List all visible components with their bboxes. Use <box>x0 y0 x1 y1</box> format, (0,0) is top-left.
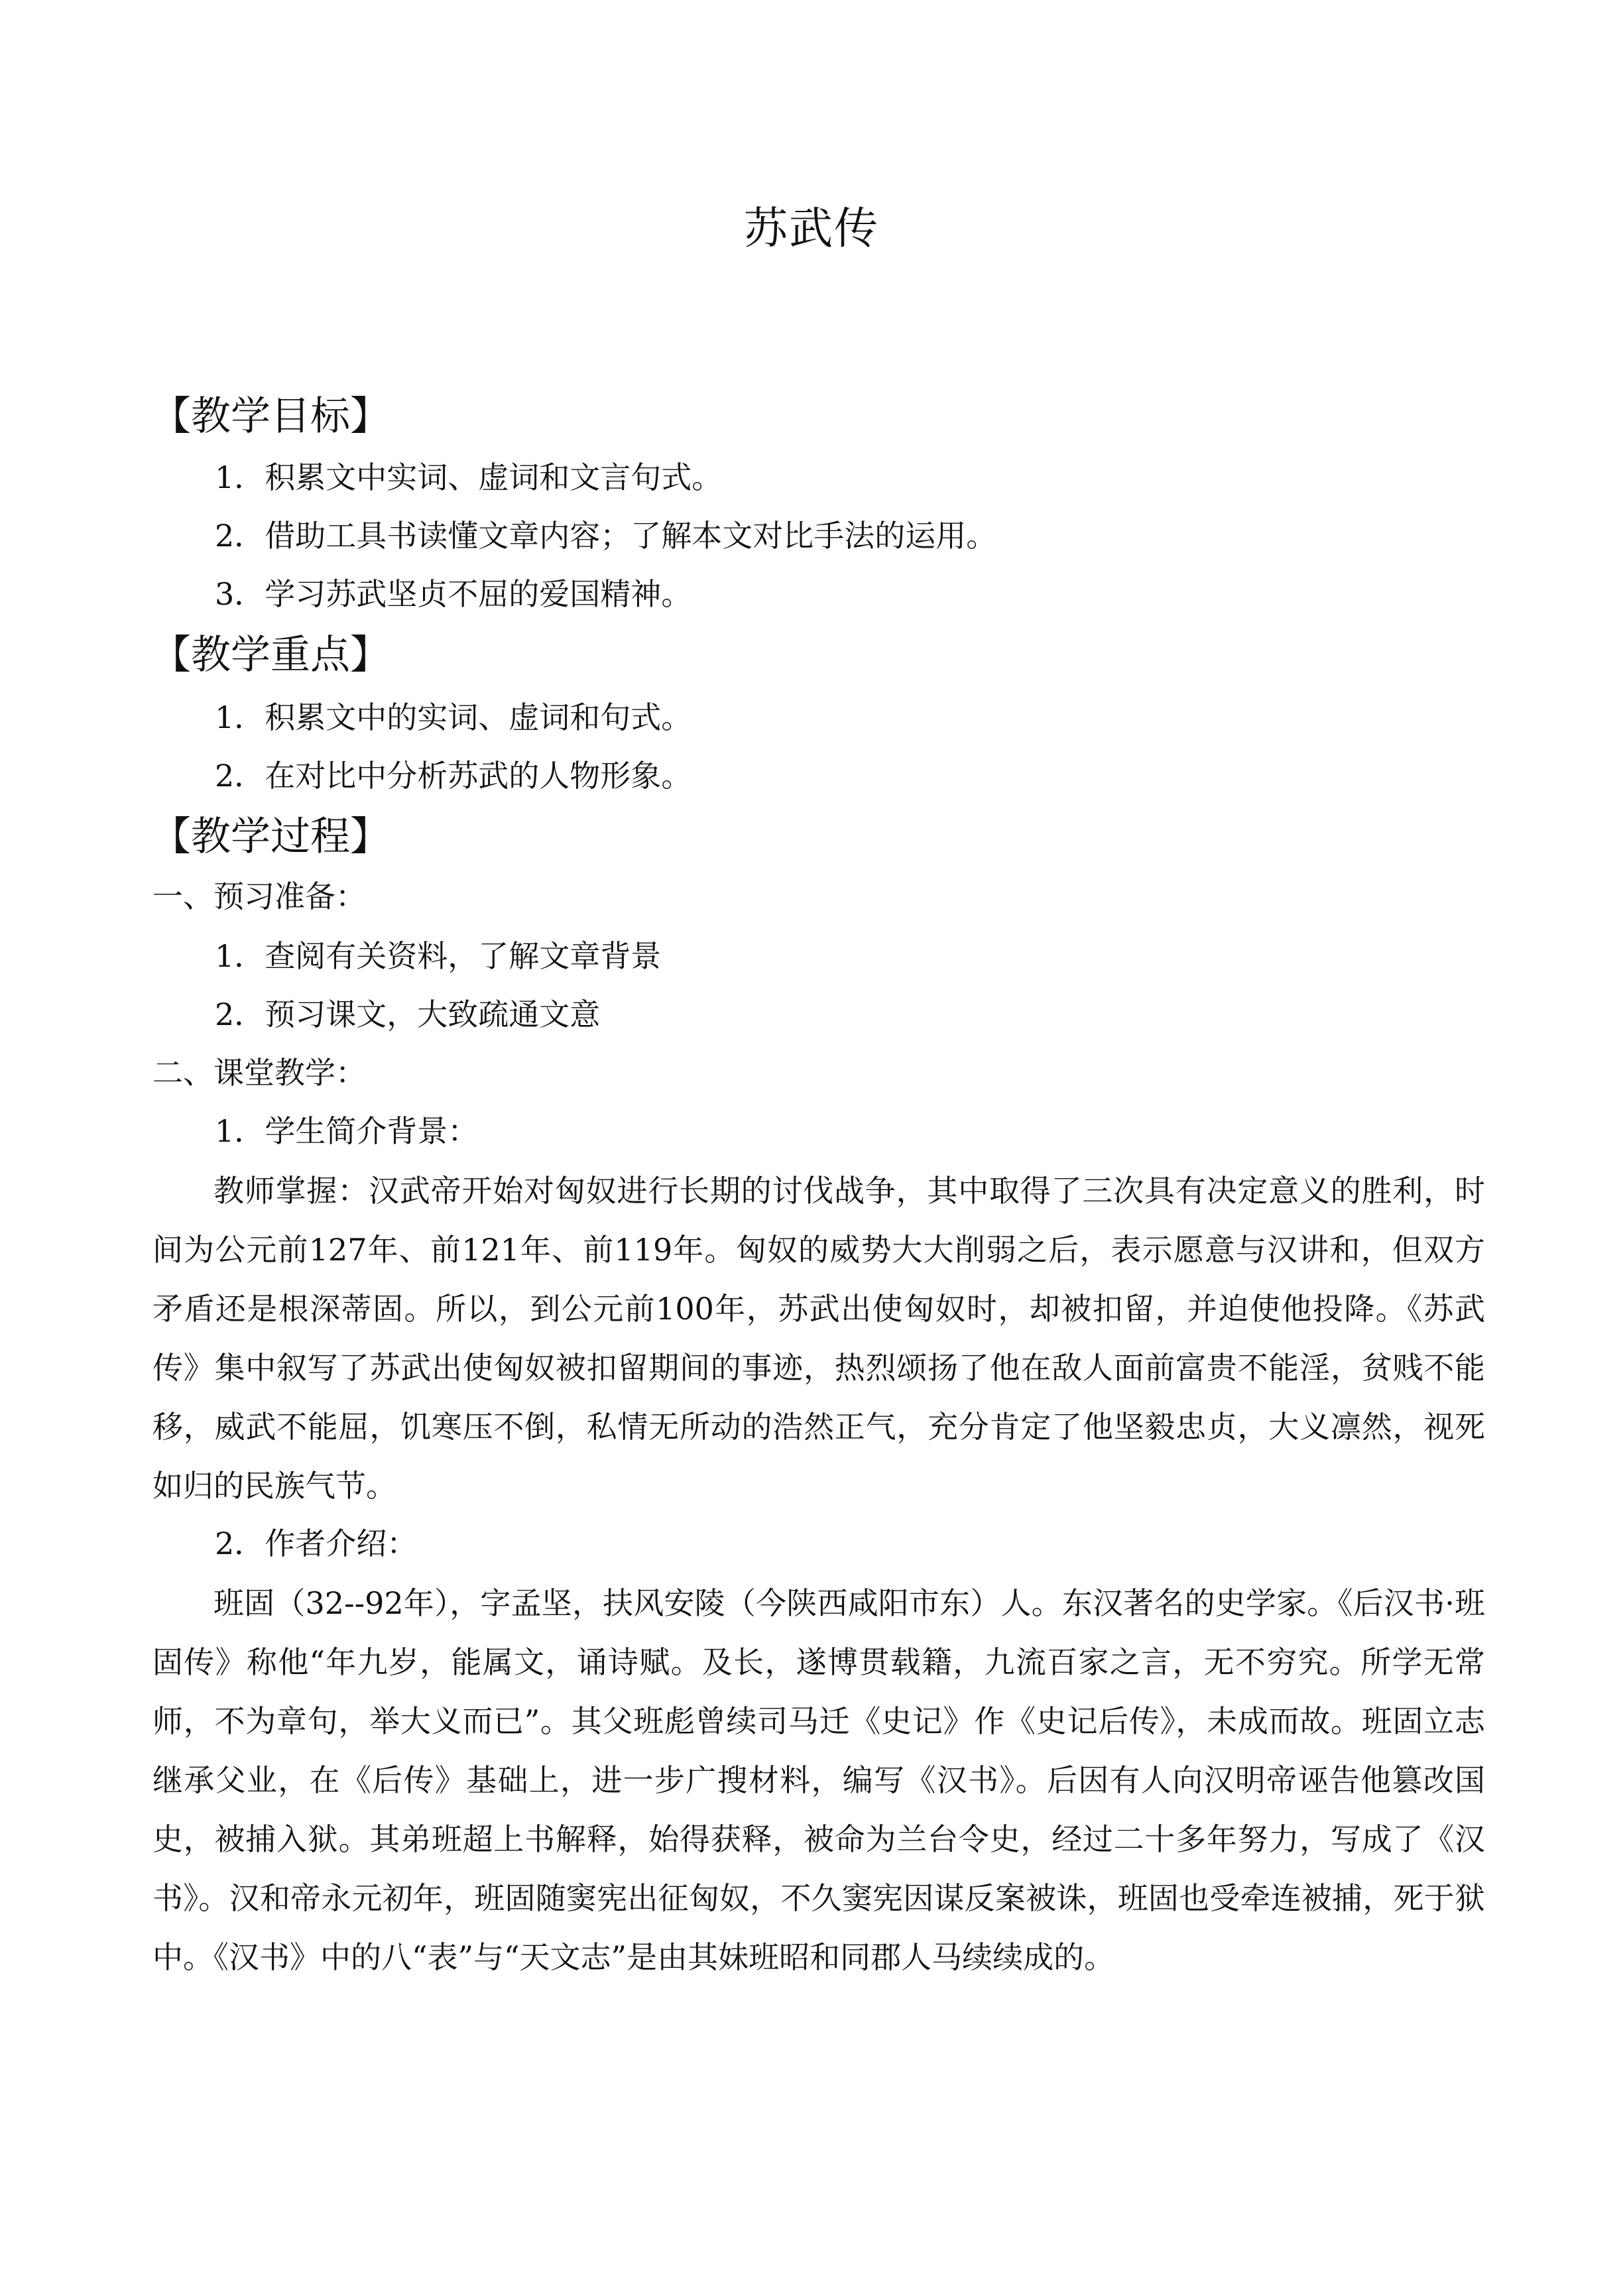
page-title: 苏武传 <box>744 203 879 254</box>
heading-objectives: 【教学目标】 <box>151 393 390 440</box>
heading-key-points: 【教学重点】 <box>151 632 390 678</box>
process-part1-item-1: 1．查阅有关资料，了解文章背景 <box>215 938 662 974</box>
process-part2-title: 二、课堂教学： <box>152 1055 366 1091</box>
objective-item-2: 2．借助工具书读懂文章内容；了解本文对比手法的运用。 <box>215 518 997 554</box>
key-point-item-2: 2．在对比中分析苏武的人物形象。 <box>215 758 692 794</box>
objective-item-1: 1．积累文中实词、虚词和文言句式。 <box>215 459 723 495</box>
key-point-item-1: 1．积累文中的实词、虚词和句式。 <box>215 699 692 735</box>
background-paragraph: 教师掌握：汉武帝开始对匈奴进行长期的讨伐战争，其中取得了三次具有决定意义的胜利，时间为公元前127年、前121年、前119年。匈奴的威势大大削弱之后，表示愿意与汉讲和，但双方矛盾还是根深蒂固。所以，到公元前100年，苏武出使匈奴时，却被扣留，并迫使他投降。《苏武传》集中叙写了苏武出使匈奴被扣留期间的事迹，热烈颂扬了他在敌人面前富贵不能淫，贫贱不能移，威武不能屈，饥寒压不倒，私情无所动的浩然正气，充分肯定了他坚毅忠贞，大义凛然，视死如归的民族气节。 <box>152 1173 1485 1504</box>
objective-item-3: 3．学习苏武坚贞不屈的爱国精神。 <box>215 576 692 612</box>
heading-process: 【教学过程】 <box>151 814 390 860</box>
process-part1-item-2: 2．预习课文，大致疏通文意 <box>215 997 601 1032</box>
author-paragraph: 班固（32--92年），字孟坚，扶风安陵（今陕西咸阳市东）人。东汉著名的史学家。《后汉书·班固传》称他“年九岁，能属文，诵诗赋。及长，遂博贯载籍，九流百家之言，无不穷究。所学无常师，不为章句，举大义而已”。其父班彪曾续司马迁《史记》作《史记后传》，未成而故。班固立志继承父业，在《后传》基础上，进一步广搜材料，编写《汉书》。后因有人向汉明帝诬告他篡改国史，被捕入狱。其弟班超上书解释，始得获释，被命为兰台令史，经过二十多年努力，写成了《汉书》。汉和帝永元初年，班固随窦宪出征匈奴，不久窦宪因谋反案被诛，班固也受牵连被捕，死于狱中。《汉书》中的八“表”与“天文志”是由其妹班昭和同郡人马续续成的。 <box>152 1585 1485 1975</box>
process-part2-sub2-title: 2．作者介绍： <box>215 1526 418 1561</box>
process-part2-sub1-title: 1．学生简介背景： <box>215 1113 479 1149</box>
process-part1-title: 一、预习准备： <box>152 878 366 914</box>
